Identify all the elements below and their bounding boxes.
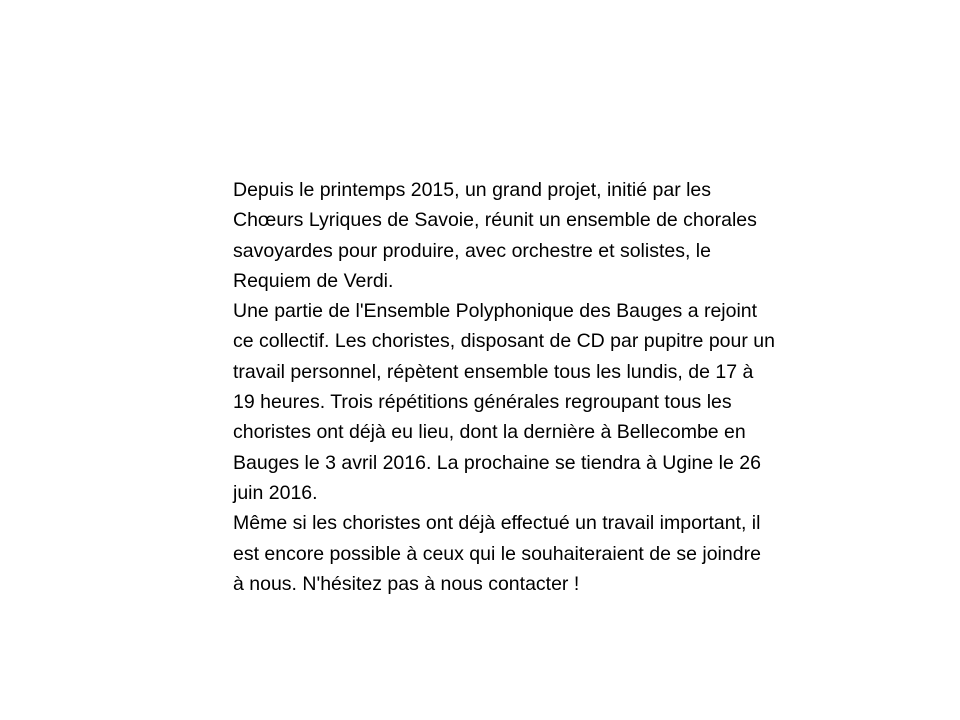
text-line: travail personnel, répètent ensemble tous les lundis, de 17 à [233,360,754,383]
text-line: Requiem de Verdi. [233,269,394,292]
text-line: choristes ont déjà eu lieu, dont la dernière à Bellecombe en [233,421,746,444]
text-line: savoyardes pour produire, avec orchestre et solistes, le [233,239,711,262]
text-line: Chœurs Lyriques de Savoie, réunit un ensemble de chorales [233,209,757,232]
text-line: 19 heures. Trois répétitions générales regroupant tous les [233,391,732,414]
text-line: juin 2016. [233,481,318,504]
body-text [233,175,848,599]
text-line: Bauges le 3 avril 2016. La prochaine se tiendra à Ugine le 26 [233,451,761,474]
text-line: Une partie de l'Ensemble Polyphonique des Bauges a rejoint [233,300,758,323]
text-line: est encore possible à ceux qui le souhaiteraient de se joindre [233,542,761,565]
text-line: Depuis le printemps 2015, un grand projet, initié par les [233,179,712,201]
text-line: ce collectif. Les choristes, disposant de CD par pupitre pour un [233,330,775,353]
text-line: Même si les choristes ont déjà effectué un travail important, il [233,512,761,535]
text-line: à nous. N'hésitez pas à nous contacter ! [233,572,580,595]
